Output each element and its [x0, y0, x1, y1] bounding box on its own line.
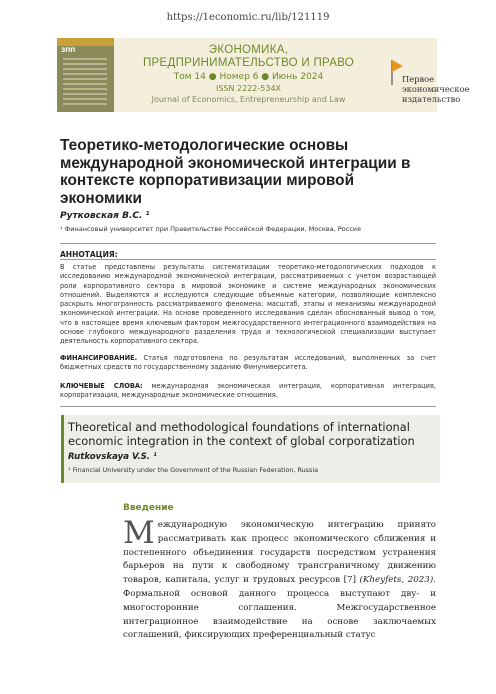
intro-citation: (Kheyfets, 2023)	[359, 575, 434, 586]
journal-issn: ISSN 2222-534X	[215, 84, 282, 93]
journal-issue: Том 14 ● Номер 6 ● Июнь 2024	[173, 72, 324, 82]
journal-english-name: Journal of Economics, Entrepreneurship and Law	[151, 95, 346, 104]
annotation-text: В статье представлены результаты систематизации теоретико-методологических подходов к исследованию международной экономической интеграции, рассматриваемых с учетом возрастающей роли корпоративного сектора в мировой экономике и системе международных экономических отношений. Выделяются и исследуются следующие объемные категории, позволяющие комплексно раскрыть многогранность рассматриваемого феномена: масштаб, этапы и механизмы международной экономической интеграции. На основе проведенного исследования сделан обоснованный вывод о том, что в настоящее время ключевым фактором межгосударственного интеграционного взаимодействия на основе глубокого международного разделения труда и технологической специализации выступает деятельность корпоративного сектора.	[60, 263, 436, 346]
intro-text-1: еждународную экономическую интеграцию принято рассматривать как процесс экономического сближения и постепенного объединения государств посредством устранения барьеров на пути к свободному трансграничному движению товаров, капитала, услуг и трудовых ресурсов [7]	[123, 520, 436, 586]
funding-paragraph	[60, 354, 436, 373]
keywords-paragraph	[60, 382, 436, 401]
english-affiliation: ¹ Financial University under the Government of the Russian Federation, Russia	[68, 466, 319, 474]
journal-title-line1: ЭКОНОМИКА,	[208, 44, 289, 56]
article-url[interactable]: https://1economic.ru/lib/121119	[166, 12, 330, 23]
keywords-divider	[60, 406, 436, 407]
cover-text-lines	[63, 58, 107, 106]
intro-text-2: . Формальной основой данного процесса выступают дву- и многосторонние соглашения. Межгосударственное интеграционное взаимодействие на основе заключаемых соглашений, фиксирующих преференциальный статус	[123, 575, 436, 641]
journal-masthead	[116, 44, 381, 104]
section-divider	[60, 243, 436, 244]
funding-text: Статья подготовлена по результатам исследований, выполненных за счет бюджетных средств по государственному заданию Финуниверситета.	[60, 354, 436, 372]
annotation-divider	[60, 259, 436, 260]
journal-title-line2: ПРЕДПРИНИМАТЕЛЬСТВО И ПРАВО	[142, 57, 355, 69]
drop-cap: М	[123, 515, 155, 551]
english-title: Theoretical and methodological foundations of international economic integration in the context of global corporatization	[68, 420, 415, 448]
english-author: Rutkovskaya V.S. ¹	[68, 452, 157, 462]
intro-body	[123, 515, 436, 643]
journal-cover-thumbnail	[57, 38, 114, 112]
cover-top-bar	[57, 38, 114, 46]
article-affiliation: ¹ Финансовый университет при Правительстве Российской Федерации, Москва, Россия	[60, 225, 361, 233]
keywords-text: международная экономическая интеграция, корпоративная интеграция, корпоратизация, международные экономические отношения.	[60, 382, 436, 400]
publisher-name: Первое экономическое издательство	[402, 74, 470, 104]
annotation-heading: АННОТАЦИЯ:	[60, 250, 118, 259]
cover-label: ЗПП	[61, 47, 76, 54]
article-author: Рутковская В.С. ¹	[60, 211, 150, 221]
funding-label: ФИНАНСИРОВАНИЕ.	[60, 354, 138, 362]
keywords-label: КЛЮЧЕВЫЕ СЛОВА:	[60, 382, 143, 390]
article-title: Теоретико-методологические основы международной экономической интеграции в контексте корпоративизации мировой экономики	[60, 137, 411, 207]
intro-heading: Введение	[123, 503, 174, 513]
